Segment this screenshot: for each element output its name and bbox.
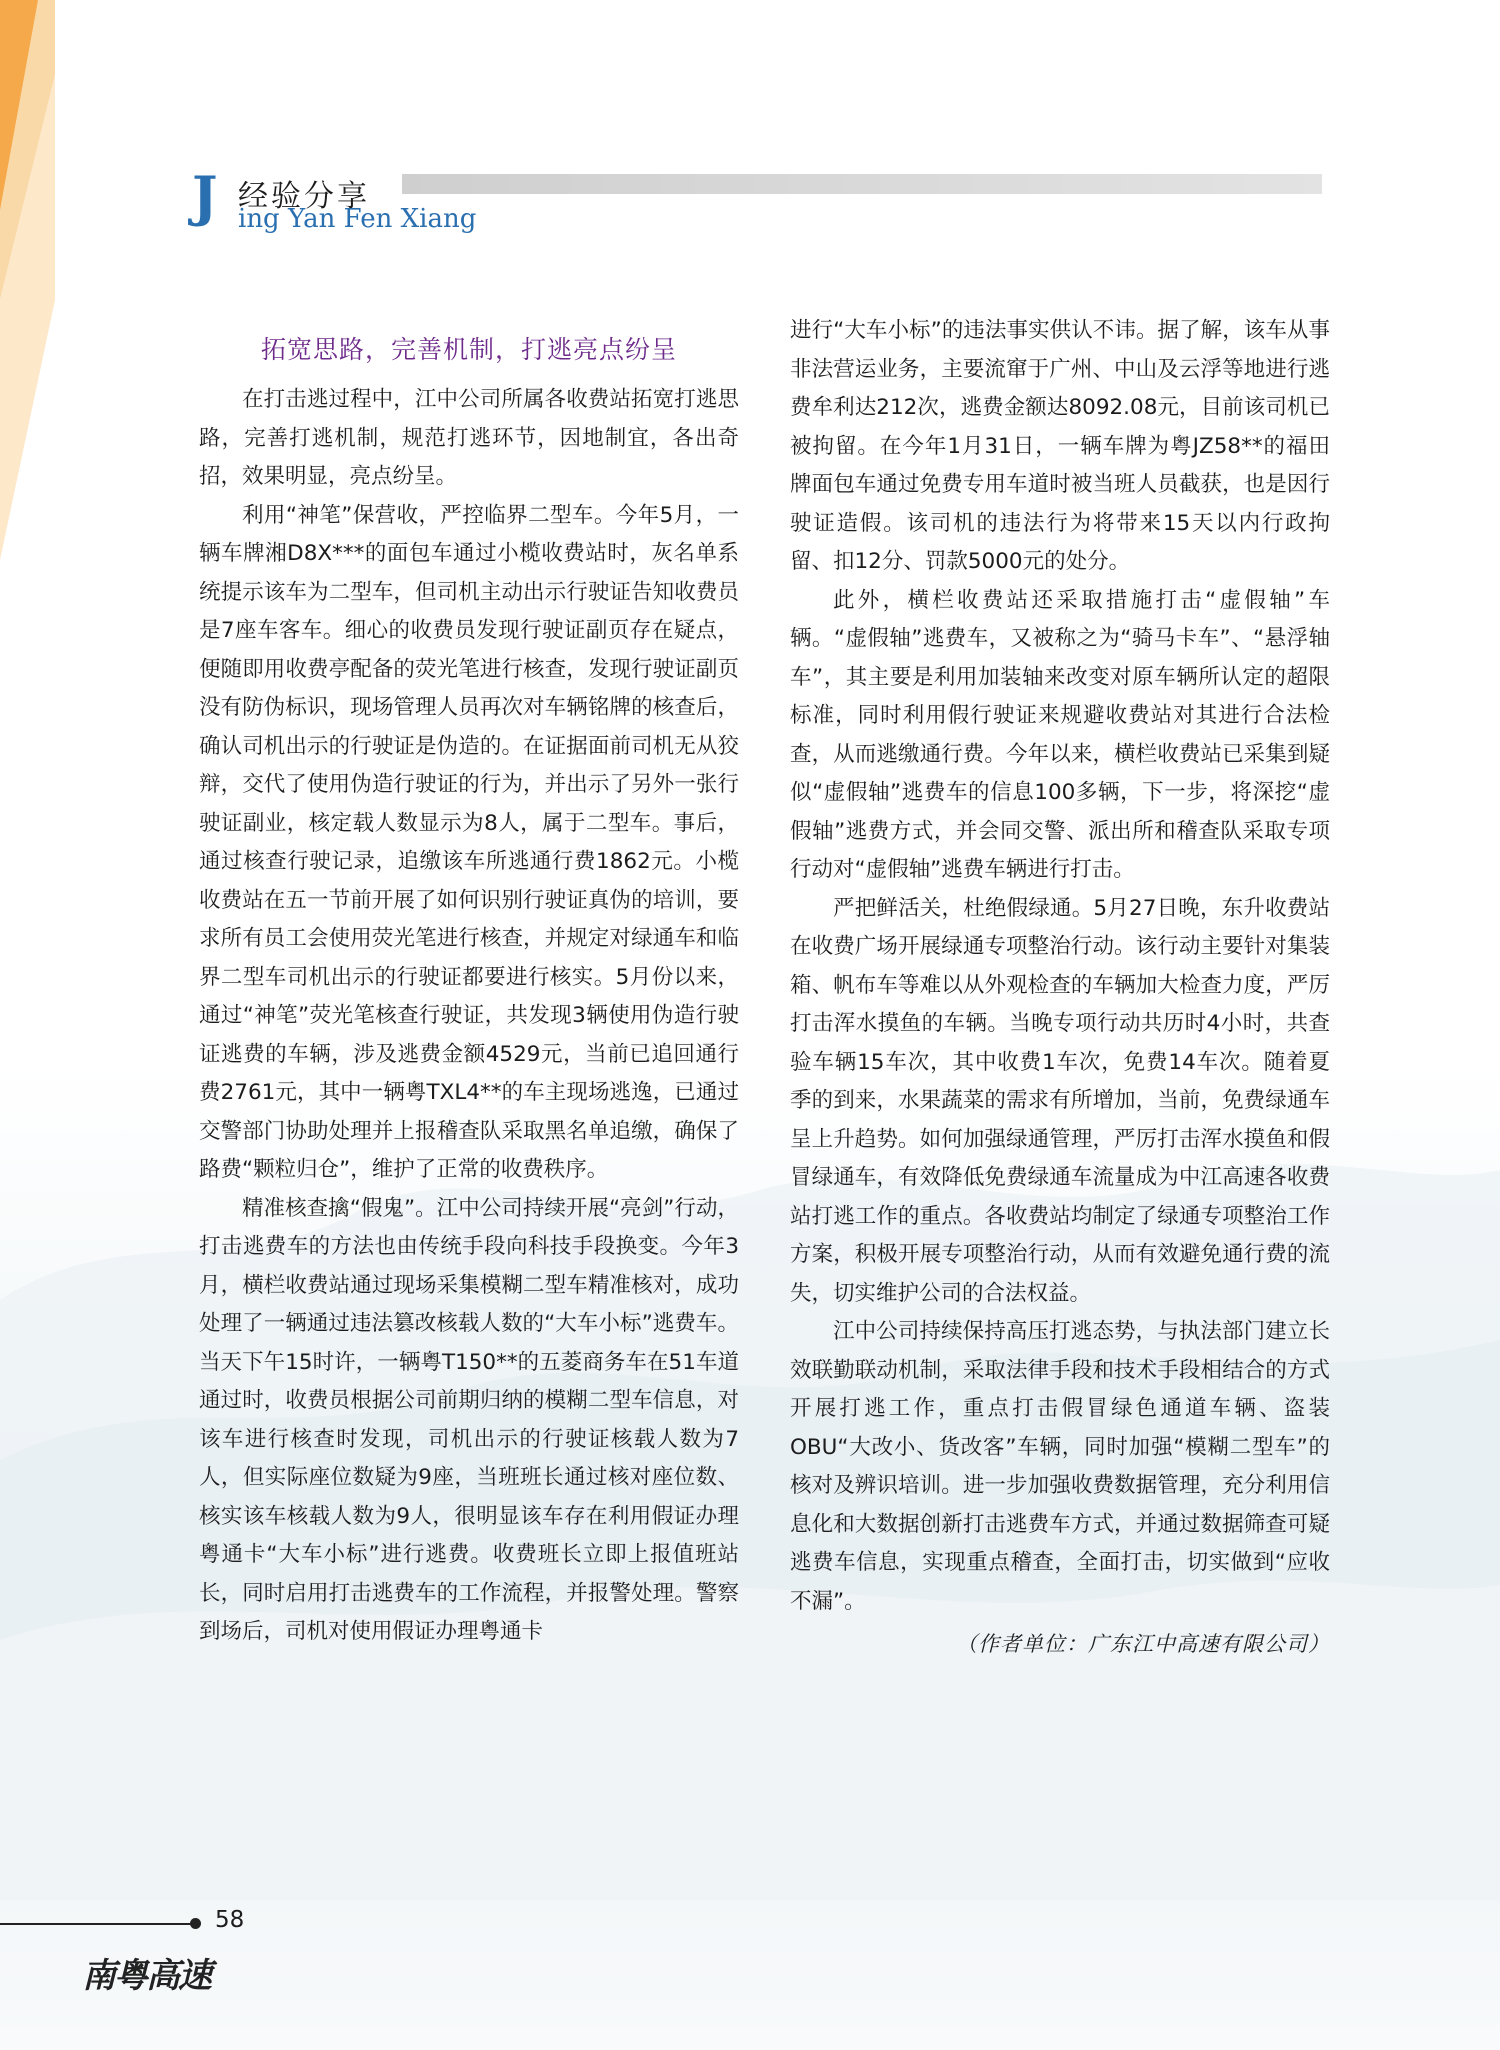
page-number: 58 [215, 1907, 245, 1933]
author-affiliation: （作者单位：广东江中高速有限公司） [956, 1632, 1330, 1656]
footer-dot [190, 1918, 201, 1929]
header-title-cn: 经验分享 [238, 179, 370, 214]
article-paragraph: 此外，横栏收费站还采取措施打击“虚假轴”车辆。“虚假轴”逃费车，又被称之为“骑马卡车”、“悬浮轴车”，其主要是利用加装轴来改变对原车辆所认定的超限标准，同时利用假行驶证来规避收费站对其进行合法检查，从而逃缴通行费。今年以来，横栏收费站已采集到疑似“虚假轴”逃费车的信息100多辆，下一步，将深挖“虚假轴”逃费方式，并会同交警、派出所和稽查队采取专项行动对“虚假轴”逃费车辆进行打击。 [790, 587, 1330, 882]
article-paragraph: 精准核查擒“假鬼”。江中公司持续开展“亮剑”行动，打击逃费车的方法也由传统手段向科技手段换变。今年3月，横栏收费站通过现场采集模糊二型车精准核对，成功处理了一辆通过违法篡改核载人数的“大车小标”逃费车。当天下午15时许，一辆粤T150**的五菱商务车在51车道通过时，收费员根据公司前期归纳的模糊二型车信息，对该车进行核查时发现，司机出示的行驶证核载人数为7人，但实际座位数疑为9座，当班班长通过核对座位数、核实该车核载人数为9人，很明显该车存在利用假证办理粤通卡“大车小标”进行逃费。收费班长立即上报值班站长，同时启用打击逃费车的工作流程，并报警处理。警察到场后，司机对使用假证办理粤通卡 [199, 1195, 739, 1644]
section-header [192, 164, 1322, 238]
article-paragraph: 严把鲜活关，杜绝假绿通。5月27日晚，东升收费站在收费广场开展绿通专项整治行动。该行动主要针对集装箱、帆布车等难以从外观检查的车辆加大检查力度，严厉打击浑水摸鱼的车辆。当晚专项行动共历时4小时，共查验车辆15车次，其中收费1车次，免费14车次。随着夏季的到来，水果蔬菜的需求有所增加，当前，免费绿通车呈上升趋势。如何加强绿通管理，严厉打击浑水摸鱼和假冒绿通车，有效降低免费绿通车流量成为中江高速各收费站打逃工作的重点。各收费站均制定了绿通专项整治工作方案，积极开展专项整治行动，从而有效避免通行费的流失，切实维护公司的合法权益。 [790, 895, 1330, 1306]
header-title-pinyin: ing Yan Fen Xiang [238, 204, 477, 234]
magazine-logo: 南粤高速 [82, 1956, 210, 1996]
article-section-title: 拓宽思路，完善机制，打逃亮点纷呈 [260, 335, 677, 364]
header-initial-letter: J [192, 164, 218, 228]
article-paragraph: 进行“大车小标”的违法事实供认不讳。据了解，该车从事非法营运业务，主要流窜于广州、中山及云浮等地进行逃费牟利达212次，逃费金额达8092.08元，目前该司机已被拘留。在今年1月31日，一辆车牌为粤JZ58**的福田牌面包车通过免费专用车道时被当班人员截获，也是因行驶证造假。该司机的违法行为将带来15天以内行政拘留、扣12分、罚款5000元的处分。 [790, 318, 1330, 574]
header-divider-bar [402, 174, 1322, 194]
article-right-column [790, 312, 1330, 1664]
article-left-column [199, 308, 739, 1652]
article-paragraph: 江中公司持续保持高压打逃态势，与执法部门建立长效联勤联动机制，采取法律手段和技术手段相结合的方式开展打逃工作，重点打击假冒绿色通道车辆、盗装OBU“大改小、货改客”车辆，同时加强“模糊二型车”的核对及辨识培训。进一步加强收费数据管理，充分利用信息化和大数据创新打击逃费车方式，并通过数据筛查可疑逃费车信息，实现重点稽查，全面打击，切实做到“应收不漏”。 [790, 1319, 1330, 1614]
footer-rule [0, 1923, 195, 1925]
corner-decoration [0, 0, 55, 560]
article-paragraph: 在打击逃过程中，江中公司所属各收费站拓宽打逃思路，完善打逃机制，规范打逃环节，因地制宜，各出奇招，效果明显，亮点纷呈。 [199, 387, 739, 489]
article-paragraph: 利用“神笔”保营收，严控临界二型车。今年5月，一辆车牌湘D8X***的面包车通过小榄收费站时，灰名单系统提示该车为二型车，但司机主动出示行驶证告知收费员是7座车客车。细心的收费员发现行驶证副页存在疑点，便随即用收费亭配备的荧光笔进行核查，发现行驶证副页没有防伪标识，现场管理人员再次对车辆铭牌的核查后，确认司机出示的行驶证是伪造的。在证据面前司机无从狡辩，交代了使用伪造行驶证的行为，并出示了另外一张行驶证副业，核定载人数显示为8人，属于二型车。事后，通过核查行驶记录，追缴该车所逃通行费1862元。小榄收费站在五一节前开展了如何识别行驶证真伪的培训，要求所有员工会使用荧光笔进行核查，并规定对绿通车和临界二型车司机出示的行驶证都要进行核实。5月份以来，通过“神笔”荧光笔核查行驶证，共发现3辆使用伪造行驶证逃费的车辆，涉及逃费金额4529元，当前已追回通行费2761元，其中一辆粤TXL4**的车主现场逃逸，已通过交警部门协助处理并上报稽查队采取黑名单追缴，确保了路费“颗粒归仓”，维护了正常的收费秩序。 [199, 502, 739, 1182]
